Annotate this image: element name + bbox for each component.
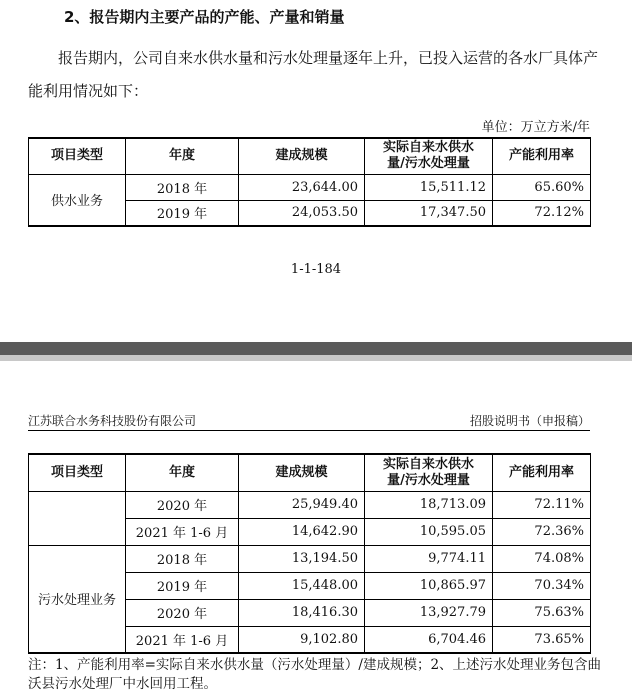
- actual-cell: 6,704.46: [365, 626, 493, 653]
- header-actual: [365, 454, 493, 491]
- header-year: 年度: [126, 138, 239, 174]
- header-actual: [365, 138, 493, 174]
- capacity-cell: 14,642.90: [239, 518, 365, 545]
- running-header-rule: [28, 430, 590, 431]
- capacity-table-water: [28, 137, 591, 227]
- header-actual-line2: 量/污水处理量: [387, 472, 470, 488]
- actual-cell: 17,347.50: [365, 200, 493, 226]
- unit-label: 单位：万立方米/年: [481, 120, 590, 135]
- rate-cell: 73.65%: [493, 626, 591, 653]
- table-row: [29, 491, 591, 518]
- header-capacity: 建成规模: [239, 454, 365, 491]
- capacity-cell: 24,053.50: [239, 200, 365, 226]
- header-actual-line1: 实际自来水供水: [382, 456, 474, 472]
- actual-cell: 13,927.79: [365, 599, 493, 626]
- year-cell: 2021 年 1-6 月: [126, 518, 239, 545]
- year-cell: 2018 年: [126, 545, 239, 572]
- header-type: 项目类型: [29, 138, 126, 174]
- header-utilization: 产能利用率: [493, 454, 591, 491]
- capacity-cell: 13,194.50: [239, 545, 365, 572]
- page-break-shadow: [0, 355, 632, 361]
- header-type: 项目类型: [29, 454, 126, 491]
- page-break-divider: [0, 342, 632, 355]
- table-row: [29, 545, 591, 572]
- rate-cell: 70.34%: [493, 572, 591, 599]
- header-capacity: 建成规模: [239, 138, 365, 174]
- year-cell: 2019 年: [126, 200, 239, 226]
- table-header-row: [29, 454, 591, 491]
- actual-cell: 18,713.09: [365, 491, 493, 518]
- capacity-table-continued: [28, 453, 591, 654]
- rate-cell: 72.12%: [493, 200, 591, 226]
- category-cell: 污水处理业务: [29, 545, 126, 653]
- actual-cell: 10,595.05: [365, 518, 493, 545]
- header-actual-line2: 量/污水处理量: [387, 156, 470, 172]
- year-cell: 2020 年: [126, 491, 239, 518]
- header-utilization: 产能利用率: [493, 138, 591, 174]
- page-number: 1-1-184: [290, 262, 342, 277]
- year-cell: 2020 年: [126, 599, 239, 626]
- category-cell: 供水业务: [29, 174, 126, 226]
- year-cell: 2019 年: [126, 572, 239, 599]
- header-actual-line1: 实际自来水供水: [382, 140, 474, 156]
- capacity-cell: 9,102.80: [239, 626, 365, 653]
- year-cell: 2018 年: [126, 174, 239, 200]
- running-header-document: 招股说明书（申报稿）: [469, 414, 590, 428]
- table-note: 注：1、产能利用率=实际自来水供水量（污水处理量）/建成规模；2、上述污水处理业务包含曲沃县污水处理厂中水回用工程。: [28, 657, 602, 692]
- intro-paragraph: 报告期内，公司自来水供水量和污水处理量逐年上升，已投入运营的各水厂具体产能利用情况如下：: [28, 49, 599, 100]
- table-row: [29, 174, 591, 200]
- section-heading: 2、报告期内主要产品的产能、产量和销量: [64, 8, 345, 26]
- capacity-cell: 23,644.00: [239, 174, 365, 200]
- rate-cell: 72.11%: [493, 491, 591, 518]
- capacity-cell: 15,448.00: [239, 572, 365, 599]
- year-cell: 2021 年 1-6 月: [126, 626, 239, 653]
- rate-cell: 74.08%: [493, 545, 591, 572]
- capacity-cell: 18,416.30: [239, 599, 365, 626]
- header-year: 年度: [126, 454, 239, 491]
- category-cell-empty: [29, 491, 126, 545]
- rate-cell: 65.60%: [493, 174, 591, 200]
- actual-cell: 10,865.97: [365, 572, 493, 599]
- running-header-company: 江苏联合水务科技股份有限公司: [28, 414, 197, 428]
- actual-cell: 9,774.11: [365, 545, 493, 572]
- capacity-cell: 25,949.40: [239, 491, 365, 518]
- rate-cell: 72.36%: [493, 518, 591, 545]
- table-header-row: [29, 138, 591, 174]
- actual-cell: 15,511.12: [365, 174, 493, 200]
- rate-cell: 75.63%: [493, 599, 591, 626]
